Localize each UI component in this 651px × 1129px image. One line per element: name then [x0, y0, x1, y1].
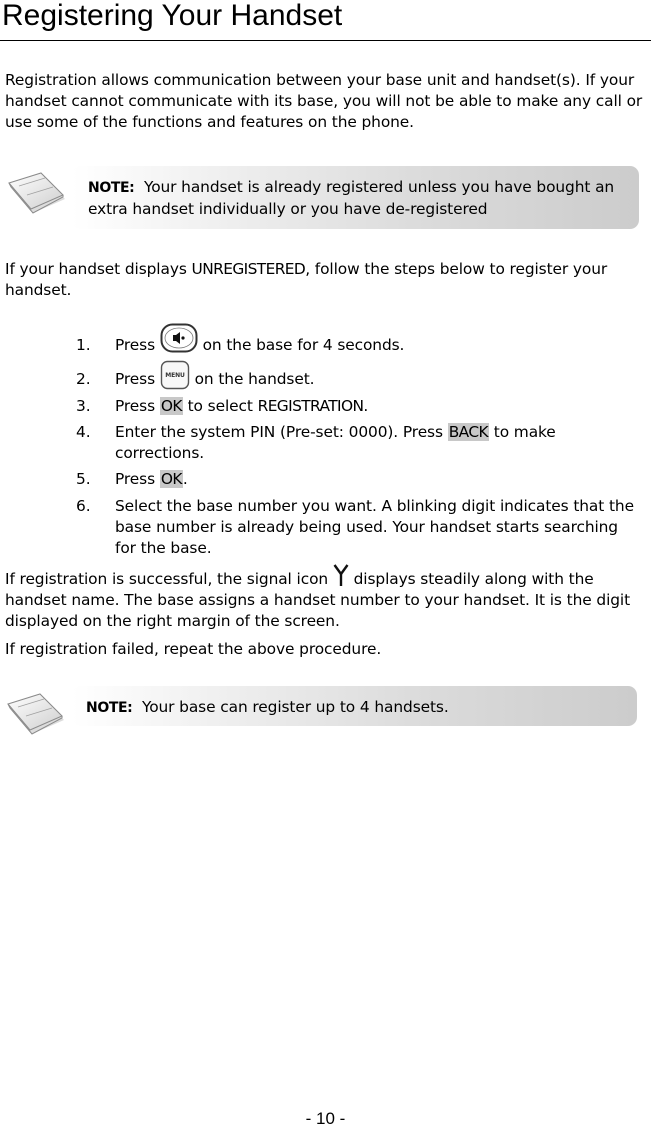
note-body: Your base can register up to 4 handsets.	[141, 698, 449, 716]
step-text: Select the base number you want. A blinking digit indicates that the base number is already being used. Your handset starts searching for the base.	[115, 497, 634, 557]
note-paper-icon	[4, 686, 66, 738]
note-label: NOTE:	[88, 180, 135, 196]
step-text-end: to make corrections.	[115, 423, 556, 462]
page-title: Registering Your Handset	[2, 0, 343, 32]
step-text: Enter the system PIN (Pre-set: 0000). Press	[115, 423, 448, 441]
ok-key-label: OK	[160, 470, 182, 488]
step-text-end: on the handset.	[194, 370, 315, 388]
registration-keyword: REGISTRATION	[257, 397, 364, 415]
note-text	[88, 177, 633, 220]
step-number: 6.	[76, 497, 91, 515]
intro-paragraph: Registration allows communication between your base unit and handset(s). If your handset cannot communicate with its base, you will not be able to make any call or use some of the functions and features on the phone.	[5, 71, 643, 131]
step-text: Press	[115, 336, 156, 354]
unregistered-paragraph	[5, 259, 645, 301]
success-paragraph	[5, 569, 645, 632]
back-key-label: BACK	[448, 423, 488, 441]
step-text: Press	[115, 397, 160, 415]
step-number: 4.	[76, 423, 91, 441]
step-text-mid: to select	[182, 397, 258, 415]
note-body: Your handset is already registered unless you have bought an extra handset individually or you have de-registered	[88, 178, 615, 218]
note-label: NOTE:	[86, 700, 133, 716]
note-text	[86, 697, 626, 719]
note-paper-icon	[5, 165, 67, 217]
step-text-end: .	[182, 470, 188, 488]
condition-text: If your handset displays	[5, 260, 192, 278]
step-number: 3.	[76, 397, 91, 415]
page-number: - 10 -	[305, 1109, 346, 1128]
title-divider	[0, 40, 651, 41]
step-number: 1.	[76, 336, 91, 354]
step-text-end: .	[363, 397, 369, 415]
success-text: If registration is successful, the signal icon	[5, 570, 329, 588]
step-number: 5.	[76, 470, 91, 488]
menu-key-icon	[160, 360, 190, 390]
menu-key-label: MENU	[165, 372, 185, 379]
step-text: Press	[115, 370, 156, 388]
unregistered-keyword: UNREGISTERED	[191, 260, 306, 278]
step-number: 2.	[76, 370, 91, 388]
ok-key-label: OK	[160, 397, 182, 415]
success-text-end: displays steadily along with the handset name. The base assigns a handset number to your handset. It is the digit displayed on the right margin of the screen.	[5, 570, 631, 630]
step-text: Press	[115, 470, 160, 488]
step-text-end: on the base for 4 seconds.	[202, 336, 405, 354]
condition-text-end: , follow the steps below to register your handset.	[5, 260, 608, 299]
page-key-icon	[160, 323, 198, 353]
signal-antenna-icon	[333, 564, 349, 586]
failure-paragraph: If registration failed, repeat the above procedure.	[5, 640, 382, 658]
